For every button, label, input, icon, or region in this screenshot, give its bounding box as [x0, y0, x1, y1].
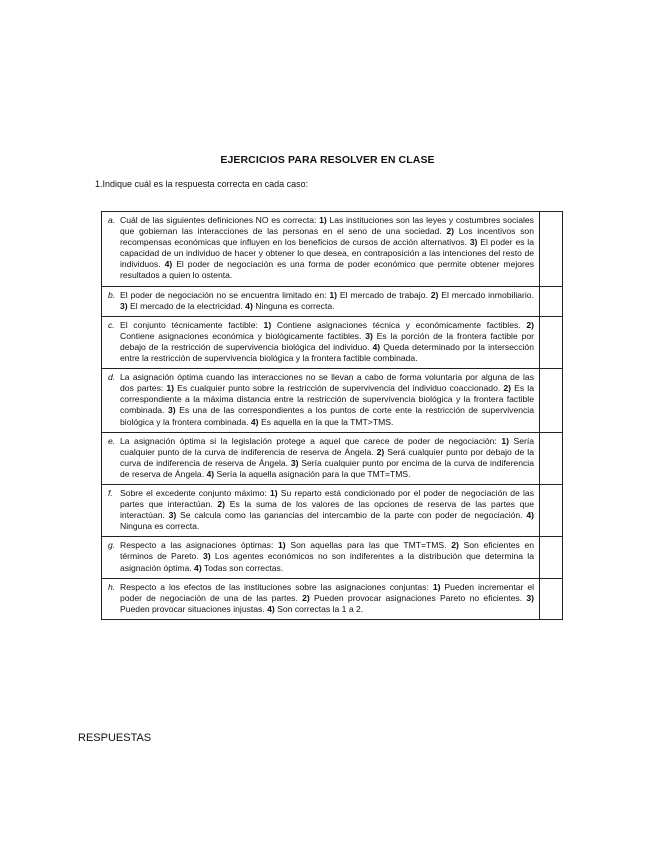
question-fragment: Las instituciones son las leyes y costumbres sociales que gobiernan las interacciones de las personas en el seno de una sociedad. — [120, 215, 534, 237]
question-cell — [102, 286, 540, 316]
answer-cell[interactable] — [540, 212, 563, 287]
option-number: 3) — [167, 405, 176, 416]
question-fragment: Todas son correctas. — [201, 562, 284, 573]
question-letter: e. — [108, 435, 116, 446]
question-fragment: Pueden provocar situaciones injustas. — [120, 603, 268, 614]
question-fragment: Pueden incrementar el poder de negociación de una de las partes. — [120, 581, 535, 603]
question-row — [102, 578, 563, 619]
option-number: 3) — [202, 551, 211, 562]
question-fragment: La asignación óptima cuando las interacciones no se llevan a cabo de forma voluntaria por alguna de las dos partes: — [120, 372, 534, 394]
question-cell — [102, 369, 540, 432]
option-number: 2) — [451, 540, 459, 551]
question-fragment: Se calcula como las ganancias del intercambio de la parte con poder de negociación. — [176, 510, 527, 521]
option-number: 1) — [432, 581, 441, 592]
question-fragment: Ninguna es correcta. — [120, 521, 200, 532]
option-number: 4) — [245, 300, 253, 311]
option-number: 4) — [267, 603, 275, 614]
question-cell — [102, 316, 540, 368]
question-fragment: Respecto a las asignaciones óptimas: — [120, 540, 279, 551]
question-letter: d. — [108, 372, 116, 383]
question-row — [102, 286, 563, 316]
page-title: EJERCICIOS PARA RESOLVER EN CLASE — [220, 154, 435, 166]
answer-cell[interactable] — [540, 432, 563, 484]
option-number: 1) — [319, 215, 327, 225]
question-letter: c. — [108, 319, 115, 330]
option-number: 3) — [120, 300, 128, 311]
question-letter: g. — [108, 540, 116, 551]
option-number: 2) — [430, 289, 439, 300]
question-fragment: Pueden provocar asignaciones Pareto no eficientes. — [309, 592, 527, 603]
question-letter: a. — [108, 215, 116, 225]
question-fragment: Ninguna es correcta. — [252, 300, 335, 311]
question-cell — [102, 537, 540, 578]
question-row — [102, 484, 563, 536]
option-number: 3) — [365, 330, 373, 341]
question-text — [120, 582, 534, 615]
question-fragment: Será cualquier punto por debajo de la curva de indiferencia de reserva de Ángela. — [120, 446, 534, 468]
option-number: 1) — [329, 289, 338, 300]
option-number: 2) — [217, 499, 226, 510]
question-text — [120, 372, 534, 427]
option-number: 1) — [263, 319, 272, 330]
option-number: 1) — [501, 435, 509, 446]
option-number: 2) — [503, 383, 512, 394]
question-content — [108, 215, 534, 282]
question-text — [120, 488, 534, 532]
question-fragment: Son correctas la 1 a 2. — [274, 603, 364, 614]
question-fragment: Es la correspondiente a la máxima distancia entre la restricción de supervivencia biológica y la frontera factible combinada. — [120, 383, 534, 416]
question-fragment: El poder de negociación es una forma de poder económico que permite obtener mejores resultados a quien lo ostenta. — [120, 259, 534, 281]
questions-body — [102, 212, 563, 620]
question-letter: f. — [108, 487, 113, 498]
question-fragment: Es cualquier punto sobre la restricción de supervivencia del individuo coaccionado. — [174, 383, 504, 394]
question-cell — [102, 212, 540, 287]
option-number: 1) — [278, 540, 286, 551]
option-number: 4) — [526, 510, 534, 521]
question-fragment: El poder es la capacidad de un individuo de hacer y obtener lo que desea, en contraposición a las intenciones del resto de individuos. — [120, 237, 534, 270]
option-number: 1) — [270, 487, 278, 498]
option-number: 4) — [164, 259, 173, 270]
answer-cell[interactable] — [540, 484, 563, 536]
question-content — [108, 488, 534, 532]
question-content — [108, 436, 534, 480]
question-cell — [102, 484, 540, 536]
answer-cell[interactable] — [540, 369, 563, 432]
question-fragment: Queda determinado por la intersección entre la restricción de supervivencia biológica y la frontera factible combinada. — [120, 341, 534, 364]
question-fragment: Sería cualquier punto por encima de la curva de indiferencia de reserva de Ángela. — [120, 457, 534, 479]
option-number: 1) — [166, 383, 175, 394]
option-number: 4) — [372, 341, 381, 352]
question-fragment: Son aquellas para las que TMT=TMS. — [285, 540, 452, 551]
question-fragment: Los incentivos son recompensas económicas que influyen en los beneficios de cursos de acción alternativos. — [120, 226, 534, 248]
question-content — [108, 372, 534, 427]
question-cell — [102, 432, 540, 484]
question-fragment: Respecto a los efectos de las instituciones sobre las asignaciones conjuntas: — [120, 581, 433, 592]
option-number: 4) — [194, 562, 202, 573]
question-letter: b. — [108, 289, 116, 300]
question-fragment: Su reparto está condicionado por el poder de negociación de las partes que interactúan. — [120, 487, 534, 510]
question-fragment: Contiene asignaciones técnica y económicamente factibles. — [271, 319, 527, 330]
question-content — [108, 320, 534, 364]
question-row — [102, 316, 563, 368]
question-row — [102, 369, 563, 432]
question-text — [120, 320, 534, 364]
option-number: 2) — [376, 446, 385, 457]
question-fragment: Sería cualquier punto de la curva de indiferencia de reserva de Ángela. — [120, 435, 535, 457]
question-row — [102, 212, 563, 287]
option-number: 3) — [526, 592, 534, 603]
question-content — [108, 290, 534, 312]
question-fragment: Es la porción de la frontera factible por debajo de la restricción de supervivencia biológica del individuo. — [120, 330, 534, 352]
question-fragment: El mercado de la electricidad. — [127, 300, 246, 311]
responses-heading: RESPUESTAS — [78, 732, 152, 744]
instructions: 1.Indique cuál es la respuesta correcta en cada caso: — [95, 179, 309, 189]
question-fragment: El mercado inmobiliario. — [438, 289, 534, 300]
question-fragment: La asignación óptima si la legislación protege a aquel que carece de poder de negociación: — [120, 435, 502, 446]
question-fragment: Son eficientes en términos de Pareto. — [120, 540, 534, 562]
option-number: 4) — [206, 468, 215, 479]
questions-table — [101, 211, 563, 620]
answer-cell[interactable] — [540, 316, 563, 368]
option-number: 2) — [526, 319, 534, 330]
question-text — [120, 290, 534, 312]
question-cell — [102, 578, 540, 619]
question-fragment: El mercado de trabajo. — [337, 289, 431, 300]
question-row — [102, 537, 563, 578]
question-fragment: Es aquella en la que la TMT>TMS. — [258, 416, 394, 427]
option-number: 3) — [469, 237, 478, 248]
answer-cell[interactable] — [540, 578, 563, 619]
question-fragment: Los agentes económicos no son indiferentes a la distribución que determina la asignación óptima. — [120, 551, 534, 573]
question-fragment: Contiene asignaciones económica y biológicamente factibles. — [120, 330, 366, 341]
question-fragment: El conjunto técnicamente factible: — [120, 319, 264, 330]
question-fragment: Cuál de las siguientes definiciones NO es correcta: — [120, 215, 320, 225]
question-fragment: Sería la aquella asignación para la que TMT=TMS. — [214, 468, 411, 479]
option-number: 2) — [302, 592, 310, 603]
answer-cell[interactable] — [540, 537, 563, 578]
option-number: 3) — [290, 457, 299, 468]
question-fragment: Sobre el excedente conjunto máximo: — [120, 487, 270, 498]
question-content — [108, 540, 534, 573]
question-fragment: Es una de las correspondientes a los puntos de corte ente la restricción de supervivencia biológica y la frontera combinada. — [120, 405, 535, 427]
question-text — [120, 436, 534, 480]
question-content — [108, 582, 534, 615]
option-number: 3) — [168, 510, 177, 521]
question-fragment: El poder de negociación no se encuentra limitado en: — [120, 289, 330, 300]
answer-cell[interactable] — [540, 286, 563, 316]
question-text — [120, 540, 534, 573]
question-letter: h. — [108, 581, 116, 592]
option-number: 4) — [250, 416, 259, 427]
option-number: 2) — [446, 226, 455, 237]
question-row — [102, 432, 563, 484]
question-fragment: Es la suma de los valores de las opciones de reserva de las partes que interactúan. — [120, 499, 534, 521]
question-text — [120, 215, 534, 282]
